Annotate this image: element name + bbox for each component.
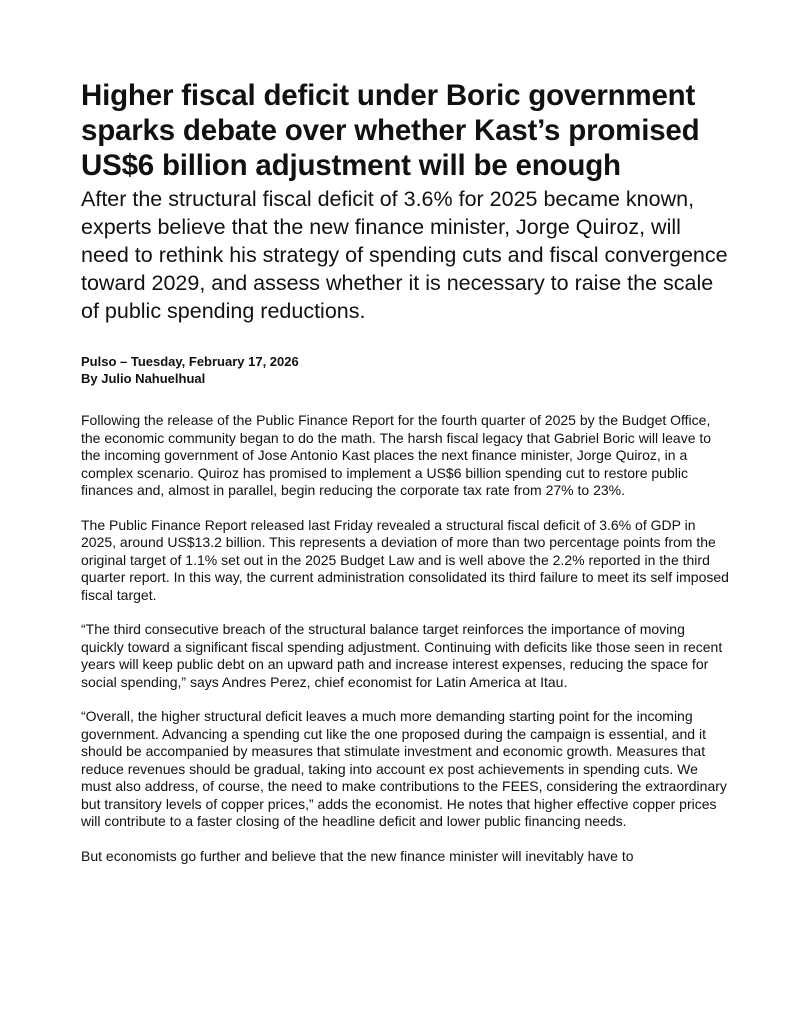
author: By Julio Nahuelhual bbox=[81, 371, 206, 386]
dateline: Pulso – Tuesday, February 17, 2026 bbox=[81, 354, 299, 369]
paragraph-4: “Overall, the higher structural deficit leaves a much more demanding starting point for the incoming government. Advancing a spending cut like the one proposed during the campaign is essential, and it should be accompanied by measures that stimulate investment and economic growth. Measures that reduce revenues should be gradual, taking into account ex post achievements in spending cuts. We must also address, of course, the need to make contributions to the FEES, considering the extraordinary but transitory levels of copper prices,” adds the economist. He notes that higher effective copper prices will contribute to a faster closing of the headline deficit and lower public financing needs. bbox=[81, 708, 727, 829]
byline bbox=[81, 353, 731, 387]
paragraph-2: The Public Finance Report released last Friday revealed a structural fiscal deficit of 3.6% of GDP in 2025, around US$13.2 billion. This represents a deviation of more than two percentage points from the original target of 1.1% set out in the 2025 Budget Law and is well above the 2.2% reported in the third quarter report. In this way, the current administration consolidated its third failure to meet its self imposed fiscal target. bbox=[81, 516, 729, 603]
paragraph-3: “The third consecutive breach of the structural balance target reinforces the importance of moving quickly toward a significant fiscal spending adjustment. Continuing with deficits like those seen in recent years will keep public debt on an upward path and increase interest expenses, reducing the space for social spending,” says Andres Perez, chief economist for Latin America at Itau. bbox=[81, 621, 723, 690]
article-subheadline: After the structural fiscal deficit of 3.6% for 2025 became known, experts believe that the new finance minister, Jorge Quiroz, will need to rethink his strategy of spending cuts and fiscal convergence toward 2029, and assess whether it is necessary to raise the scale of public spending reductions. bbox=[81, 187, 728, 323]
paragraph-5: But economists go further and believe that the new finance minister will inevitably have to bbox=[81, 847, 634, 864]
article-body bbox=[81, 412, 731, 865]
paragraph-1: Following the release of the Public Finance Report for the fourth quarter of 2025 by the Budget Office, the economic community began to do the math. The harsh fiscal legacy that Gabriel Boric will leave to the incoming government of Jose Antonio Kast places the next finance minister, Jorge Quiroz, in a complex scenario. Quiroz has promised to implement a US$6 billion spending cut to restore public finances and, almost in parallel, begin reducing the corporate tax rate from 27% to 23%. bbox=[81, 412, 712, 498]
article-headline: Higher fiscal deficit under Boric government sparks debate over whether Kast’s promised US$6 billion adjustment will be enough bbox=[81, 79, 700, 182]
article-page bbox=[81, 78, 731, 882]
